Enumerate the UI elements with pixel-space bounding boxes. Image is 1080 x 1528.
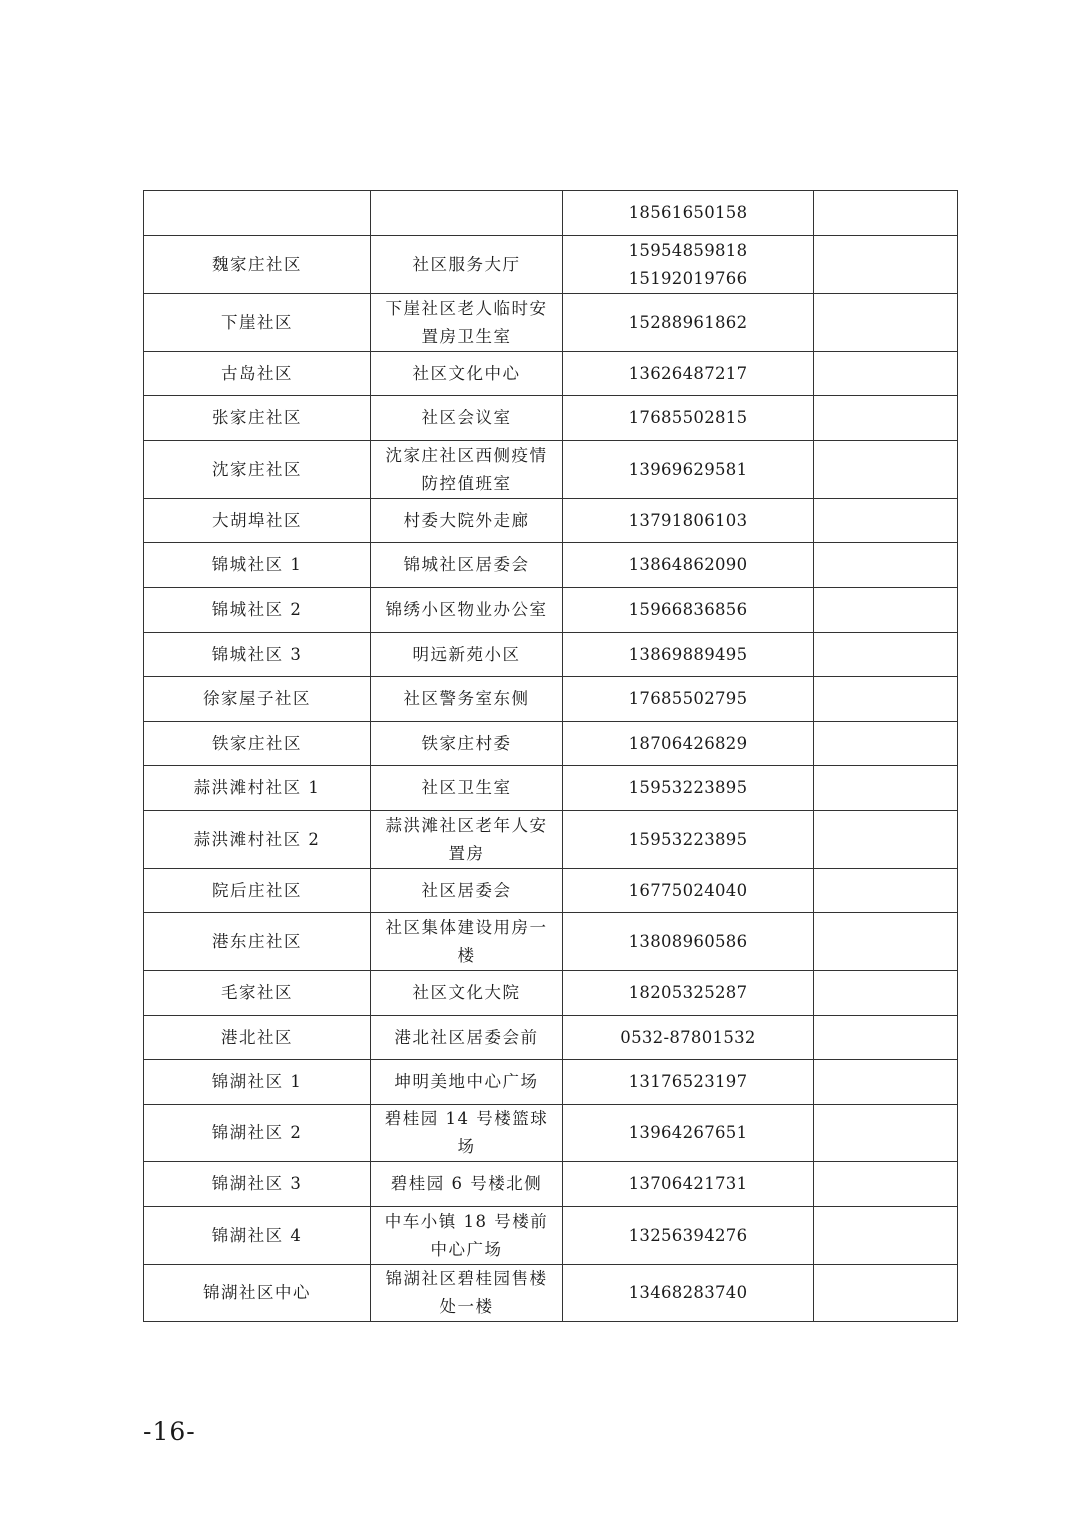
table-row [144, 1162, 958, 1207]
community-cell [144, 191, 371, 236]
community-cell: 铁家庄社区 [144, 722, 371, 766]
location-cell: 社区文化中心 [371, 352, 563, 396]
table-row [144, 441, 958, 499]
community-cell: 沈家庄社区 [144, 441, 371, 499]
community-cell: 港东庄社区 [144, 913, 371, 971]
phone-cell [563, 869, 814, 913]
table-row [144, 722, 958, 766]
note-cell [814, 499, 958, 543]
phone-number: 15953223895 [628, 829, 748, 849]
community-cell: 魏家庄社区 [144, 236, 371, 294]
phone-cell [563, 1162, 814, 1207]
location-cell: 社区会议室 [371, 396, 563, 441]
phone-cell [563, 722, 814, 766]
location-cell [371, 191, 563, 236]
table-row [144, 1105, 958, 1162]
phone-number: 17685502815 [628, 408, 748, 427]
note-cell [814, 396, 958, 441]
table-row [144, 1265, 958, 1322]
location-cell: 坤明美地中心广场 [371, 1060, 563, 1105]
phone-cell [563, 543, 814, 588]
note-cell [814, 441, 958, 499]
contact-table [143, 190, 958, 1322]
phone-cell [563, 191, 814, 236]
phone-cell [563, 294, 814, 352]
phone-cell [563, 236, 814, 294]
table-body [144, 191, 958, 1322]
community-cell: 大胡埠社区 [144, 499, 371, 543]
table-row [144, 1207, 958, 1265]
note-cell [814, 1060, 958, 1105]
location-cell: 锦湖社区碧桂园售楼处一楼 [371, 1265, 563, 1322]
community-cell: 锦湖社区中心 [144, 1265, 371, 1322]
location-cell: 中车小镇 18 号楼前中心广场 [371, 1207, 563, 1265]
community-cell: 张家庄社区 [144, 396, 371, 441]
phone-number: 13969629581 [628, 459, 748, 479]
table-row [144, 236, 958, 294]
location-cell: 港北社区居委会前 [371, 1016, 563, 1060]
table-row [144, 352, 958, 396]
location-cell: 明远新苑小区 [371, 633, 563, 677]
location-cell: 社区警务室东侧 [371, 677, 563, 722]
phone-number: 13791806103 [628, 510, 748, 530]
phone-number: 0532-87801532 [620, 1027, 756, 1047]
phone-cell [563, 1105, 814, 1162]
location-cell: 铁家庄村委 [371, 722, 563, 766]
note-cell [814, 766, 958, 811]
table-row [144, 294, 958, 352]
location-cell: 社区文化大院 [371, 971, 563, 1016]
table-row [144, 191, 958, 236]
location-cell: 锦城社区居委会 [371, 543, 563, 588]
location-cell: 社区居委会 [371, 869, 563, 913]
note-cell [814, 543, 958, 588]
community-cell: 锦城社区 3 [144, 633, 371, 677]
note-cell [814, 811, 958, 869]
location-cell: 社区集体建设用房一楼 [371, 913, 563, 971]
note-cell [814, 352, 958, 396]
location-cell: 下崖社区老人临时安置房卫生室 [371, 294, 563, 352]
community-cell: 毛家社区 [144, 971, 371, 1016]
phone-number: 13808960586 [628, 931, 748, 951]
note-cell [814, 191, 958, 236]
phone-number: 16775024040 [628, 880, 748, 900]
community-cell: 锦城社区 1 [144, 543, 371, 588]
location-cell: 锦绣小区物业办公室 [371, 588, 563, 633]
phone-cell [563, 588, 814, 633]
phone-cell [563, 1016, 814, 1060]
community-cell: 蒜洪滩村社区 1 [144, 766, 371, 811]
location-cell: 村委大院外走廊 [371, 499, 563, 543]
phone-number: 18706426829 [628, 733, 748, 753]
community-cell: 蒜洪滩村社区 2 [144, 811, 371, 869]
community-cell: 锦湖社区 1 [144, 1060, 371, 1105]
note-cell [814, 1207, 958, 1265]
phone-cell [563, 766, 814, 811]
community-cell: 锦湖社区 3 [144, 1162, 371, 1207]
community-cell: 院后庄社区 [144, 869, 371, 913]
phone-cell [563, 811, 814, 869]
phone-number: 17685502795 [628, 689, 748, 708]
location-cell: 碧桂园 14 号楼篮球场 [371, 1105, 563, 1162]
table-row [144, 1016, 958, 1060]
location-cell: 碧桂园 6 号楼北侧 [371, 1162, 563, 1207]
phone-cell [563, 913, 814, 971]
table-row [144, 396, 958, 441]
community-cell: 港北社区 [144, 1016, 371, 1060]
phone-number: 15288961862 [628, 312, 748, 332]
phone-cell [563, 396, 814, 441]
note-cell [814, 588, 958, 633]
table-row [144, 633, 958, 677]
page-number: -16- [143, 1417, 196, 1446]
phone-number: 13869889495 [628, 644, 748, 664]
table-row [144, 543, 958, 588]
table-row [144, 588, 958, 633]
community-cell: 徐家屋子社区 [144, 677, 371, 722]
phone-cell [563, 1060, 814, 1105]
note-cell [814, 1162, 958, 1207]
note-cell [814, 677, 958, 722]
table-row [144, 811, 958, 869]
phone-number: 15953223895 [628, 778, 748, 797]
phone-cell [563, 677, 814, 722]
phone-number: 15192019766 [628, 268, 748, 288]
phone-cell [563, 971, 814, 1016]
location-cell: 蒜洪滩社区老年人安置房 [371, 811, 563, 869]
community-cell: 锦城社区 2 [144, 588, 371, 633]
phone-number: 13256394276 [628, 1225, 748, 1245]
community-cell: 锦湖社区 2 [144, 1105, 371, 1162]
table-row [144, 677, 958, 722]
phone-number: 15966836856 [628, 600, 748, 619]
phone-number: 13964267651 [628, 1123, 748, 1142]
phone-number: 13176523197 [628, 1072, 748, 1091]
phone-cell [563, 499, 814, 543]
table-row [144, 766, 958, 811]
phone-cell [563, 441, 814, 499]
note-cell [814, 1265, 958, 1322]
note-cell [814, 722, 958, 766]
table-row [144, 1060, 958, 1105]
community-cell: 锦湖社区 4 [144, 1207, 371, 1265]
table-row [144, 499, 958, 543]
community-cell: 古岛社区 [144, 352, 371, 396]
table-row [144, 971, 958, 1016]
note-cell [814, 633, 958, 677]
phone-cell [563, 1265, 814, 1322]
phone-number: 18205325287 [628, 983, 748, 1002]
location-cell: 沈家庄社区西侧疫情防控值班室 [371, 441, 563, 499]
location-cell: 社区服务大厅 [371, 236, 563, 294]
note-cell [814, 294, 958, 352]
phone-number: 13864862090 [628, 555, 748, 574]
table-row [144, 869, 958, 913]
note-cell [814, 913, 958, 971]
note-cell [814, 971, 958, 1016]
community-cell: 下崖社区 [144, 294, 371, 352]
phone-number: 18561650158 [628, 203, 748, 222]
phone-cell [563, 352, 814, 396]
note-cell [814, 236, 958, 294]
phone-cell [563, 1207, 814, 1265]
phone-number: 13626487217 [628, 363, 748, 383]
phone-number: 15954859818 [628, 240, 748, 260]
phone-number: 13468283740 [628, 1283, 748, 1302]
phone-cell [563, 633, 814, 677]
note-cell [814, 869, 958, 913]
phone-number: 13706421731 [628, 1174, 748, 1193]
location-cell: 社区卫生室 [371, 766, 563, 811]
note-cell [814, 1016, 958, 1060]
note-cell [814, 1105, 958, 1162]
table-row [144, 913, 958, 971]
